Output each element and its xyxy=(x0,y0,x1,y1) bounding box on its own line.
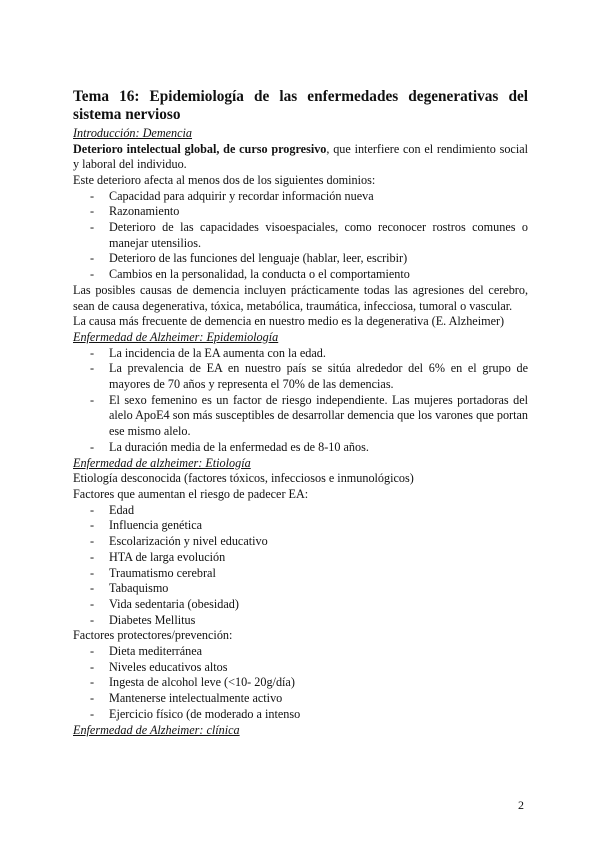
main-cause-paragraph: La causa más frecuente de demencia en nuestro medio es la degenerativa (E. Alzheimer) xyxy=(73,314,505,329)
list-item: - Cambios en la personalidad, la conducta o el comportamiento xyxy=(90,267,528,283)
list-item: - Capacidad para adquirir y recordar información nueva xyxy=(90,189,528,205)
list-item: - Ingesta de alcohol leve (<10- 20g/día) xyxy=(90,675,528,691)
list-item: - Tabaquismo xyxy=(90,581,528,597)
section-heading-demencia: Introducción: Demencia xyxy=(73,125,193,140)
list-item: - La duración media de la enfermedad es de 8-10 años. xyxy=(90,440,528,456)
list-item: - Traumatismo cerebral xyxy=(90,566,528,582)
list-item: - Razonamiento xyxy=(90,204,528,220)
protective-factors-list xyxy=(73,644,528,723)
list-item: - La incidencia de la EA aumenta con la edad. xyxy=(90,346,528,362)
list-item: - Deterioro de las funciones del lenguaje (hablar, leer, escribir) xyxy=(90,251,528,267)
page-title: Tema 16: Epidemiología de las enfermedades degenerativas del sistema nervioso xyxy=(73,88,528,124)
list-item: - Influencia genética xyxy=(90,518,528,534)
list-item: - Diabetes Mellitus xyxy=(90,613,528,629)
section-heading-clinica: Enfermedad de Alzheimer: clínica xyxy=(73,722,240,737)
section-heading-etiologia: Enfermedad de alzheimer: Etiología xyxy=(73,455,251,470)
list-item: - HTA de larga evolución xyxy=(90,550,528,566)
domains-list xyxy=(73,189,528,283)
document-page xyxy=(73,88,528,738)
list-item: - Escolarización y nivel educativo xyxy=(90,534,528,550)
list-item: - La prevalencia de EA en nuestro país se sitúa alrededor del 6% en el grupo de mayores de 70 años y representa el 70% de las demencias. xyxy=(90,361,528,392)
list-item: - El sexo femenino es un factor de riesgo independiente. Las mujeres portadoras del alelo ApoE4 son más susceptibles de desarrollar demencia que los varones que portan ese mismo alelo. xyxy=(90,393,528,440)
risk-factors-intro: Factores que aumentan el riesgo de padecer EA: xyxy=(73,486,309,501)
list-item: - Edad xyxy=(90,503,528,519)
definition-rest: , que interfiere con el rendimiento social y laboral del individuo. xyxy=(73,141,529,172)
definition-bold: Deterioro intelectual global, de curso progresivo xyxy=(73,141,327,156)
list-item: - Niveles educativos altos xyxy=(90,660,528,676)
list-item: - Dieta mediterránea xyxy=(90,644,528,660)
domains-intro: Este deterioro afecta al menos dos de los siguientes dominios: xyxy=(73,172,376,187)
definition-paragraph xyxy=(73,142,528,173)
risk-factors-list xyxy=(73,503,528,629)
protective-factors-intro: Factores protectores/prevención: xyxy=(73,628,233,643)
list-item: - Deterioro de las capacidades visoespaciales, como reconocer rostros comunes o manejar utensilios. xyxy=(90,220,528,251)
section-heading-epidemiologia: Enfermedad de Alzheimer: Epidemiología xyxy=(73,329,279,344)
page-number: 2 xyxy=(518,798,524,812)
list-item: - Mantenerse intelectualmente activo xyxy=(90,691,528,707)
epidemiology-list xyxy=(73,346,528,456)
etiology-paragraph: Etiología desconocida (factores tóxicos, infecciosos e inmunológicos) xyxy=(73,471,414,486)
causes-paragraph: Las posibles causas de demencia incluyen prácticamente todas las agresiones del cerebro, sean de causa degenerativa, tóxica, metabólica, traumática, infecciosa, tumoral o vascular. xyxy=(73,282,528,313)
list-item: - Ejercicio físico (de moderado a intenso xyxy=(90,707,528,723)
list-item: - Vida sedentaria (obesidad) xyxy=(90,597,528,613)
